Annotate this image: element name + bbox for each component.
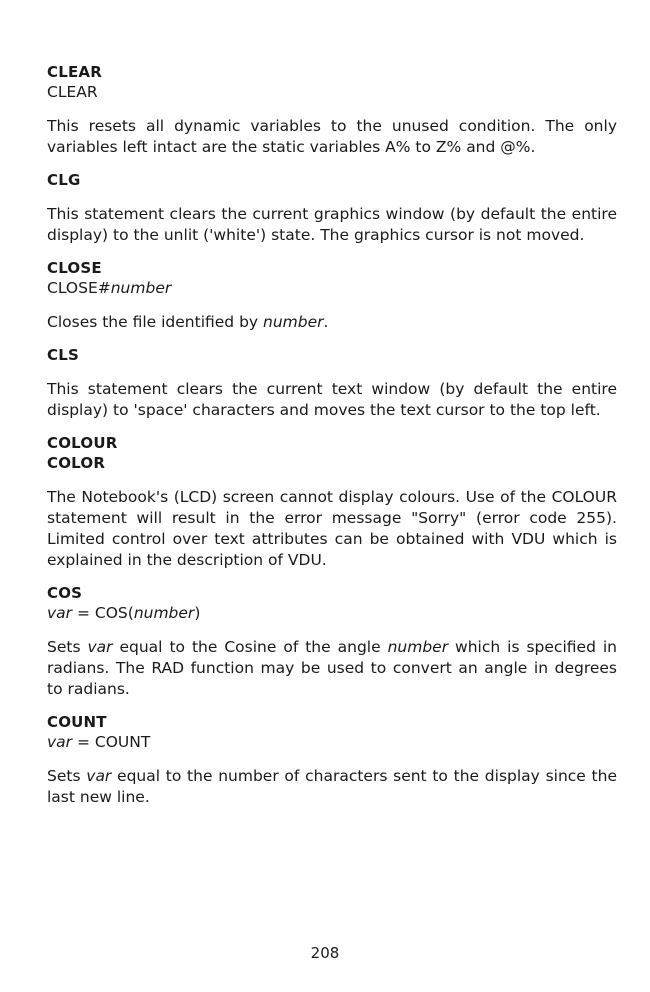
description-text: Sets	[47, 767, 87, 785]
entry-syntax	[47, 732, 617, 752]
syntax-keyword: = COS(	[72, 604, 134, 622]
entry-heading: COLOUR	[47, 434, 118, 452]
entry-heading: CLEAR	[47, 63, 102, 81]
description-text: .	[323, 313, 329, 331]
syntax-param: var	[47, 604, 73, 622]
manual-page	[47, 62, 617, 820]
description-text: equal to the number of characters sent to the display since the last new line.	[47, 767, 617, 806]
entry-syntax	[47, 603, 617, 623]
entry-cos	[47, 583, 617, 700]
entry-close	[47, 258, 617, 333]
entry-cls	[47, 345, 617, 421]
entry-description	[47, 766, 617, 808]
description-text: which is specified in radians. The RAD function may be used to convert an angle in degrees to radians.	[47, 638, 617, 698]
syntax-keyword: CLOSE#	[47, 279, 111, 297]
description-param: var	[86, 767, 112, 785]
syntax-keyword: = COUNT	[72, 733, 151, 751]
syntax-keyword: )	[194, 604, 201, 622]
page-number: 208	[310, 944, 340, 962]
entry-description	[47, 637, 617, 700]
description-text: equal to the Cosine of the angle	[112, 638, 388, 656]
entry-heading: CLG	[47, 171, 81, 189]
entry-count	[47, 712, 617, 808]
entry-colour	[47, 433, 617, 571]
description-text: Sets	[47, 638, 88, 656]
entry-syntax: CLEAR	[47, 83, 98, 101]
description-param: number	[387, 638, 449, 656]
description-param: number	[263, 313, 324, 331]
entry-description	[47, 312, 617, 333]
syntax-param: number	[133, 604, 195, 622]
description-param: var	[87, 638, 113, 656]
description-text: Closes the file identified by	[47, 313, 264, 331]
entry-description: The Notebook's (LCD) screen cannot display colours. Use of the COLOUR statement will result in the error message "Sorry" (error code 255). Limited control over text attributes can be obtained with VDU which is explained in the description of VDU.	[47, 488, 617, 569]
entry-clg	[47, 170, 617, 246]
syntax-param: var	[47, 733, 73, 751]
entry-description: This statement clears the current text window (by default the entire display) to 'space' characters and moves the text cursor to the top left.	[47, 380, 617, 419]
entry-description: This statement clears the current graphics window (by default the entire display) to the unlit ('white') state. The graphics cursor is not moved.	[47, 205, 617, 244]
entry-heading: COUNT	[47, 713, 107, 731]
entry-description: This resets all dynamic variables to the unused condition. The only variables left intact are the static variables A% to Z% and @%.	[47, 117, 617, 156]
entry-heading: CLS	[47, 346, 79, 364]
entry-heading: COS	[47, 584, 83, 602]
entry-heading-alt: COLOR	[47, 454, 106, 472]
entry-heading: CLOSE	[47, 259, 102, 277]
entry-syntax	[47, 278, 617, 298]
entry-clear	[47, 62, 617, 158]
syntax-param: number	[110, 279, 172, 297]
